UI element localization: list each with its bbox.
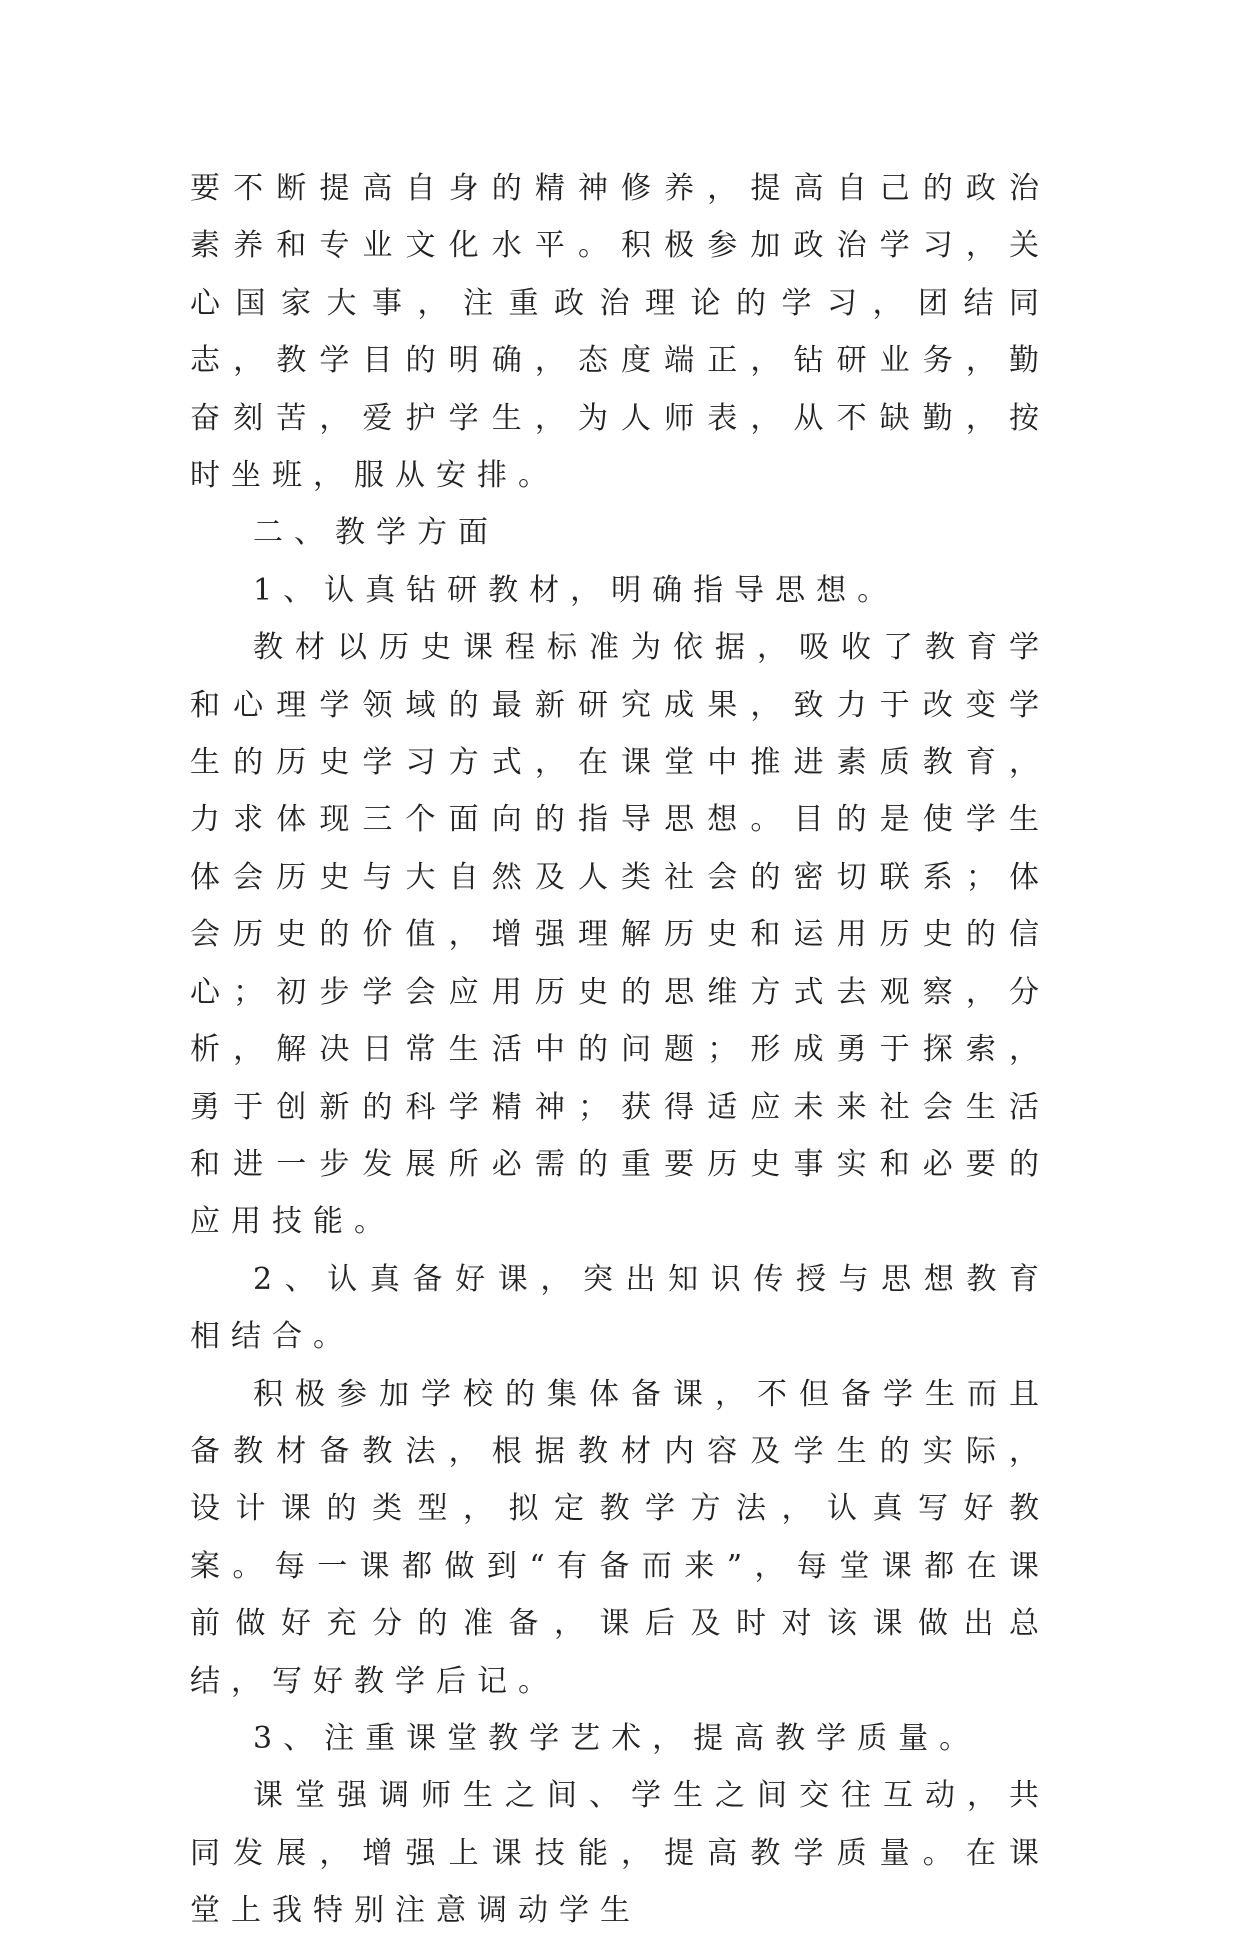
subheading-study-materials: 1、认真钻研教材，明确指导思想。 — [253, 572, 899, 608]
paragraph-classroom: 课堂强调师生之间、学生之间交往互动，共同发展，增强上课技能，提高教学质量。在课堂上我特别注意调动学生 — [190, 1778, 1050, 1929]
section-heading-teaching: 二、教学方面 — [253, 515, 499, 551]
paragraph-political-conduct: 要不断提高自身的精神修养，提高自己的政治素养和专业文化水平。积极参加政治学习，关心国家大事，注重政治理论的学习，团结同志，教学目的明确，态度端正，钻研业务，勤奋刻苦，爱护学生，为人师表，从不缺勤，按时坐班，服从安排。 — [190, 171, 1050, 494]
subheading-lesson-prep: 2、认真备好课，突出知识传授与思想教育相结合。 — [190, 1261, 1050, 1355]
subheading-classroom-art: 3、注重课堂教学艺术，提高教学质量。 — [253, 1720, 981, 1756]
paragraph-lesson-prep: 积极参加学校的集体备课，不但备学生而且备教材备教法，根据教材内容及学生的实际，设计课的类型，拟定教学方法，认真写好教案。每一课都做到“有备而来”，每堂课都在课前做好充分的准备，课后及时对该课做出总结，写好教学后记。 — [190, 1376, 1050, 1699]
body-text — [190, 160, 1050, 1940]
paragraph-materials: 教材以历史课程标准为依据，吸收了教育学和心理学领域的最新研究成果，致力于改变学生的历史学习方式，在课堂中推进素质教育，力求体现三个面向的指导思想。目的是使学生体会历史与大自然及人类社会的密切联系；体会历史的价值，增强理解历史和运用历史的信心；初步学会应用历史的思维方式去观察，分析，解决日常生活中的问题；形成勇于探索，勇于创新的科学精神；获得适应未来社会生活和进一步发展所必需的重要历史事实和必要的应用技能。 — [190, 630, 1050, 1240]
